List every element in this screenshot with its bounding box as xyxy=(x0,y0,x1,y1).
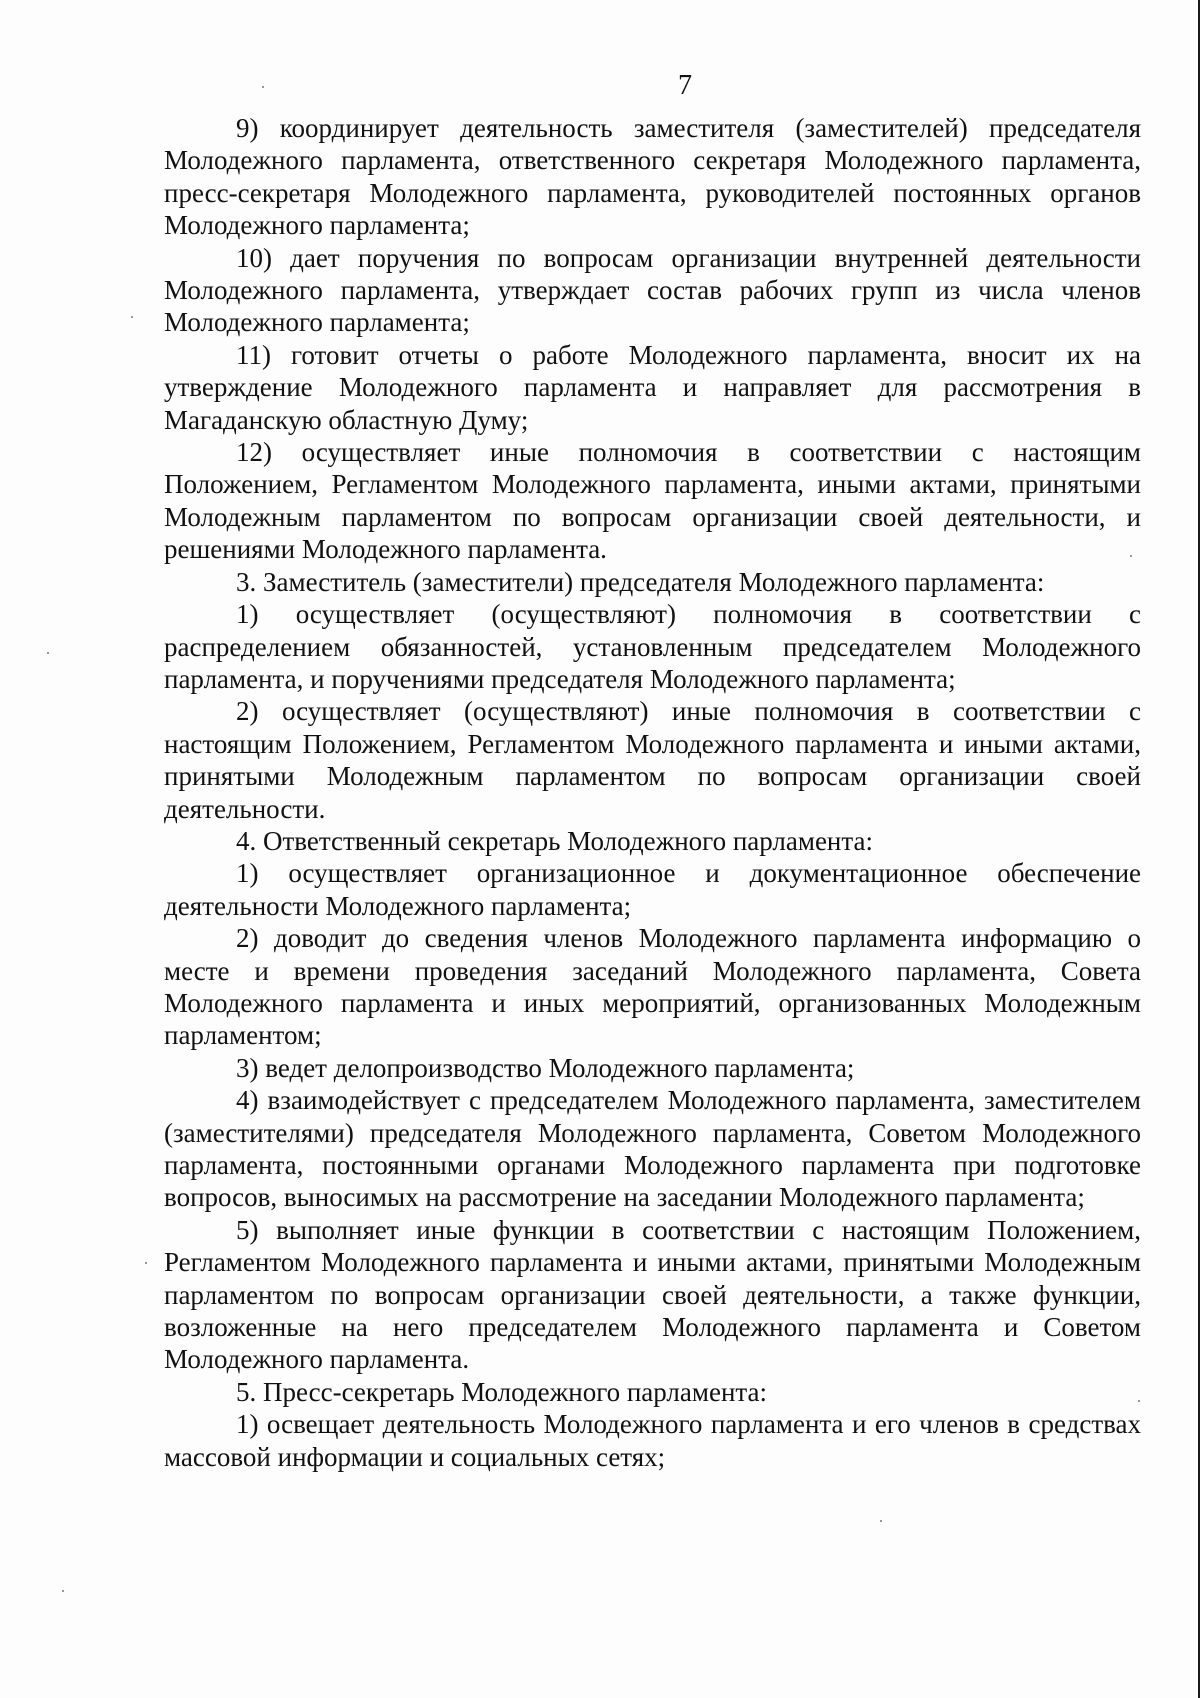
paragraph-3-2: 2) осуществляет (осуществляют) иные полномочия в соответствии с настоящим Положением, Регламентом Молодежного парламента и иными актами, принятыми Молодежным парламентом по вопросам организации своей деятельности. xyxy=(164,696,1141,824)
paragraph-1-12: 12) осуществляет иные полномочия в соответствии с настоящим Положением, Регламентом Молодежного парламента, иными актами, принятыми Молодежным парламентом по вопросам организации своей деятельности, и решениями Молодежного парламента. xyxy=(164,437,1141,565)
paragraph-4-5: 5) выполняет иные функции в соответствии с настоящим Положением, Регламентом Молодежного парламента и иными актами, принятыми Молодежным парламентом по вопросам организации своей деятельности, а также функции, возложенные на него председателем Молодежного парламента и Советом Молодежного парламента. xyxy=(164,1214,1141,1375)
scan-speck xyxy=(131,316,133,318)
scan-speck xyxy=(145,1262,147,1264)
section-4-heading: 4. Ответственный секретарь Молодежного парламента: xyxy=(236,825,873,856)
scan-speck xyxy=(1138,1400,1140,1402)
paragraph-1-9: 9) координирует деятельность заместителя (заместителей) председателя Молодежного парламента, ответственного секретаря Молодежного парламента, пресс-секретаря Молодежного парламента, руководителей постоянных органов Молодежного парламента; xyxy=(164,113,1141,241)
paragraph-1-11: 11) готовит отчеты о работе Молодежного парламента, вносит их на утверждение Молодежного парламента и направляет для рассмотрения в Магаданскую областную Думу; xyxy=(164,339,1141,435)
paragraph-4-3: 3) ведет делопроизводство Молодежного парламента; xyxy=(236,1052,855,1083)
scan-speck xyxy=(47,652,49,654)
paragraph-1-10: 10) дает поручения по вопросам организации внутренней деятельности Молодежного парламента, утверждает состав рабочих групп из числа членов Молодежного парламента; xyxy=(164,242,1141,338)
paragraph-5-1: 1) освещает деятельность Молодежного парламента и его членов в средствах массовой информации и социальных сетях; xyxy=(164,1409,1141,1472)
paragraph-4-4: 4) взаимодействует с председателем Молодежного парламента, заместителем (заместителями) председателя Молодежного парламента, Советом Молодежного парламента, постоянными органами Молодежного парламента при подготовке вопросов, выносимых на рассмотрение на заседании Молодежного парламента; xyxy=(164,1085,1141,1213)
page-number: 7 xyxy=(678,70,692,101)
scan-speck xyxy=(62,1590,64,1592)
section-3-heading: 3. Заместитель (заместители) председателя Молодежного парламента: xyxy=(236,566,1045,597)
section-5-heading: 5. Пресс-секретарь Молодежного парламента: xyxy=(236,1376,768,1407)
paragraph-4-2: 2) доводит до сведения членов Молодежного парламента информацию о месте и времени проведения заседаний Молодежного парламента, Совета Молодежного парламента и иных мероприятий, организованных Молодежным парламентом; xyxy=(164,923,1141,1051)
scan-speck xyxy=(262,86,264,88)
scan-speck xyxy=(1130,555,1132,557)
paragraph-3-1: 1) осуществляет (осуществляют) полномочия в соответствии с распределением обязанностей, установленным председателем Молодежного парламента, и поручениями председателя Молодежного парламента; xyxy=(164,599,1141,694)
document-body xyxy=(164,112,1141,1473)
paragraph-4-1: 1) осуществляет организационное и документационное обеспечение деятельности Молодежного парламента; xyxy=(164,858,1141,921)
scan-speck xyxy=(880,1520,882,1522)
